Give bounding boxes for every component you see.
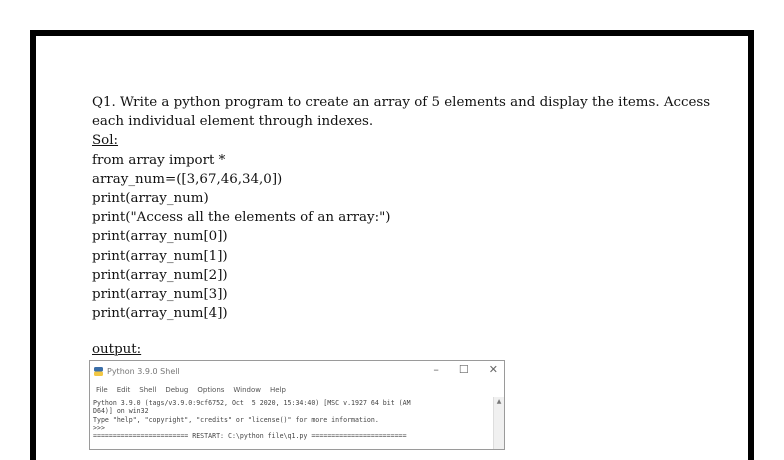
menu-item-options[interactable]: Options (197, 386, 225, 394)
console-line: D64)] on win32 (93, 407, 149, 416)
output-label: output: (92, 342, 142, 357)
console-line: Python 3.9.0 (tags/v3.9.0:9cf6752, Oct 5 2020, 15:34:40) [MSC v.1927 64 bit (AM (93, 399, 411, 407)
code-line: print(array_num[4]) (92, 306, 228, 322)
console-line: >>> (93, 423, 105, 432)
menu-item-window[interactable]: Window (233, 386, 262, 394)
close-icon[interactable]: ✕ (488, 363, 498, 376)
code-line: array_num=([3,67,46,34,0]) (92, 171, 283, 187)
maximize-icon[interactable]: ☐ (458, 363, 469, 376)
menu-item-debug[interactable]: Debug (165, 386, 189, 394)
code-line: from array import * (92, 152, 226, 168)
python-icon (94, 367, 103, 376)
menu-item-edit[interactable]: Edit (116, 386, 131, 394)
code-line: print(array_num[2]) (92, 267, 228, 283)
code-line: print(array_num[1]) (92, 248, 228, 264)
menu-item-shell[interactable]: Shell (139, 386, 157, 394)
window-title: Python 3.9.0 Shell (107, 366, 180, 376)
code-line: print("Access all the elements of an array:") (92, 210, 391, 226)
code-line: print(array_num[0]) (92, 229, 228, 245)
document-body (92, 93, 732, 323)
code-block (92, 151, 732, 324)
minimize-icon[interactable]: – (433, 363, 439, 376)
shell-console[interactable] (93, 399, 492, 449)
menu-item-file[interactable]: File (96, 386, 108, 394)
window-titlebar[interactable] (90, 361, 504, 381)
scroll-up-icon[interactable]: ▲ (496, 398, 502, 405)
menu-item-help[interactable]: Help (270, 386, 286, 394)
idle-shell-window[interactable] (89, 360, 505, 450)
vertical-scrollbar[interactable] (493, 397, 504, 449)
console-line: ======================== RESTART: C:\python file\q1.py ======================== (93, 432, 407, 441)
window-controls (433, 363, 498, 376)
code-line: print(array_num[3]) (92, 287, 228, 303)
console-line: Type "help", "copyright", "credits" or "license()" for more information. (93, 415, 379, 424)
question-text: Q1. Write a python program to create an array of 5 elements and display the items. Access each individual element through indexes. (92, 95, 711, 130)
solution-label: Sol: (92, 133, 119, 149)
code-line: print(array_num) (92, 191, 209, 207)
menu-bar (90, 386, 504, 397)
